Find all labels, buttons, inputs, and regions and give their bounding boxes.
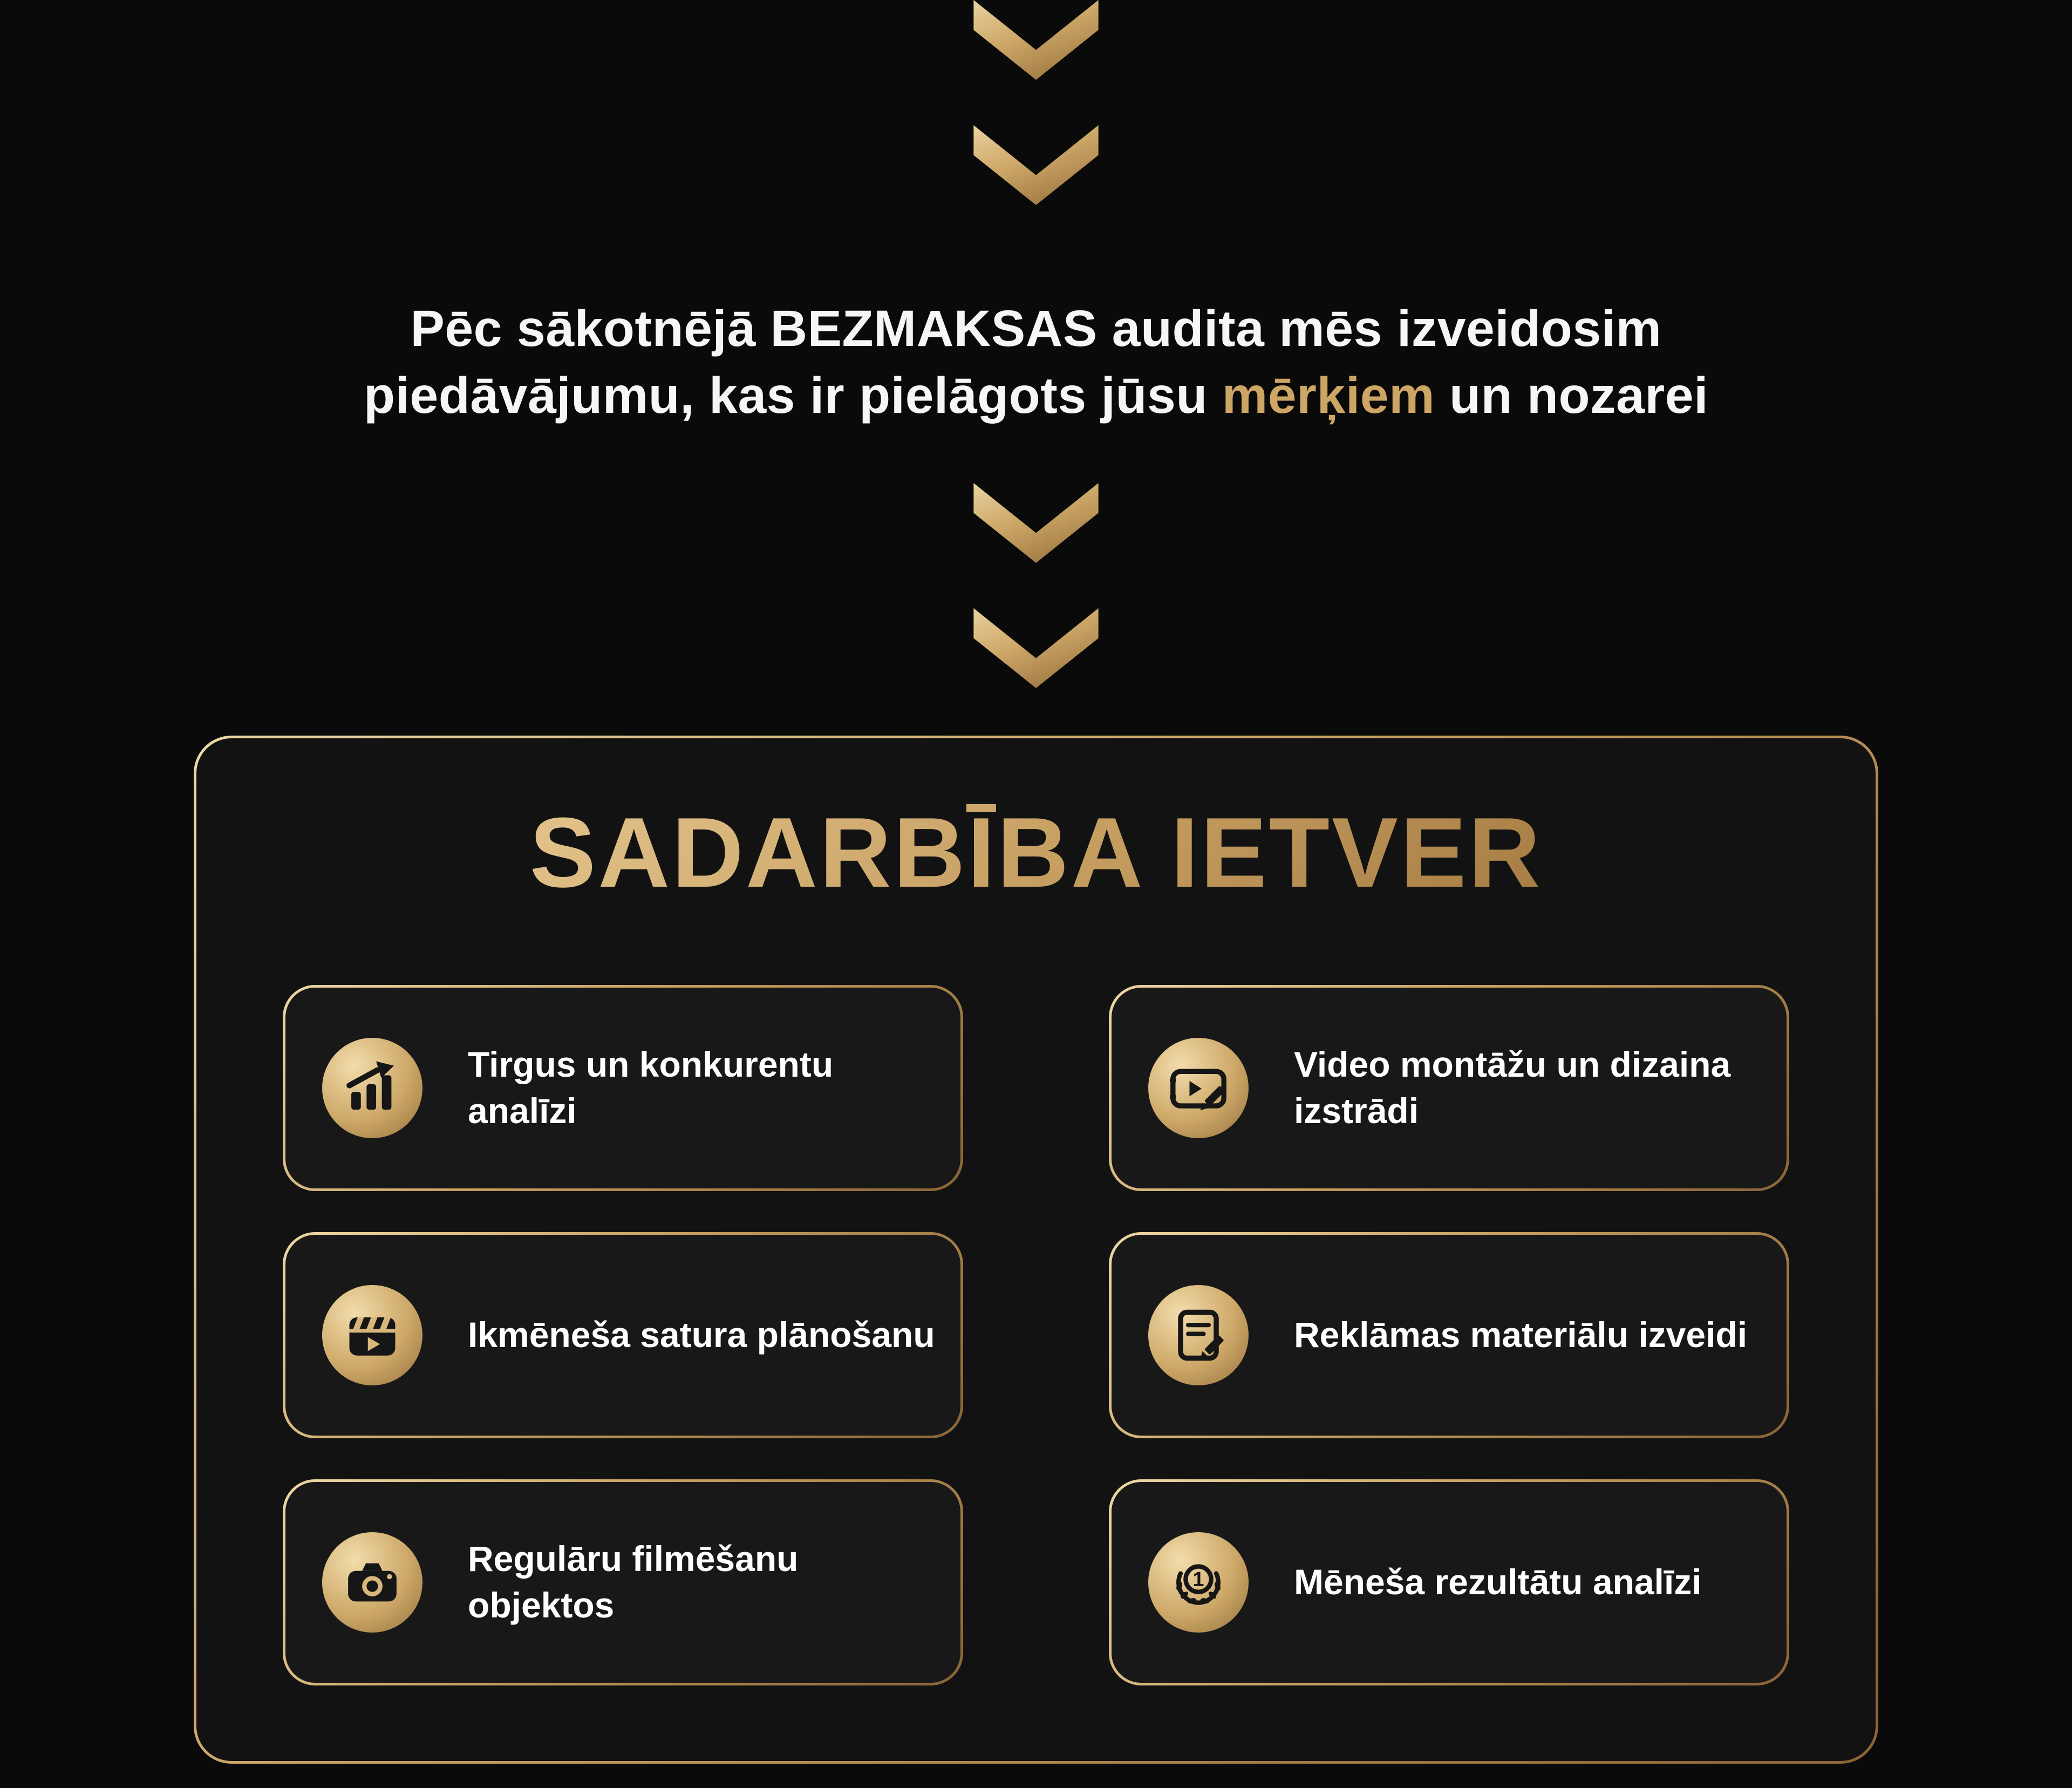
video-edit-icon: [1148, 1038, 1249, 1138]
feature-card-grid: [283, 985, 1789, 1685]
feature-card-label: Ikmēneša satura plānošanu: [468, 1315, 935, 1355]
feature-card-label: Regulāru filmēšanu objektos: [468, 1539, 799, 1625]
svg-text:1: 1: [1192, 1568, 1204, 1591]
medal-first-place-icon: [1148, 1532, 1249, 1633]
chevron-down-icon: [973, 608, 1099, 688]
intro-line2-post: un nozarei: [1435, 366, 1709, 424]
bar-chart-growth-icon: [322, 1038, 422, 1138]
feature-card-label: Mēneša rezultātu analīzi: [1294, 1562, 1702, 1602]
chevron-down-icon: [973, 125, 1099, 205]
feature-card: [283, 1479, 963, 1685]
feature-card-label: Tirgus un konkurentu analīzi: [468, 1044, 834, 1131]
intro-line1: Pēc sākotnējā BEZMAKSAS audita mēs izveidosim: [410, 300, 1662, 357]
feature-card: [1109, 1479, 1789, 1685]
document-edit-icon: [1148, 1285, 1249, 1385]
cooperation-section: [194, 736, 1878, 1764]
feature-card: [283, 1232, 963, 1438]
intro-text: [364, 296, 1708, 429]
cooperation-section-inner: [196, 738, 1876, 1761]
scroll-chevrons-middle: [973, 483, 1099, 688]
clapperboard-icon: [322, 1285, 422, 1385]
section-title: SADARBĪBA IETVER: [530, 795, 1543, 909]
feature-card: [1109, 1232, 1789, 1438]
feature-card-label: Reklāmas materiālu izveidi: [1294, 1315, 1748, 1355]
camera-icon: [322, 1532, 422, 1633]
chevron-down-icon: [973, 0, 1099, 80]
intro-line2-pre: piedāvājumu, kas ir pielāgots jūsu: [363, 366, 1222, 424]
feature-card: [283, 985, 963, 1191]
chevron-down-icon: [973, 483, 1099, 563]
feature-card: [1109, 985, 1789, 1191]
scroll-chevrons-top: [973, 0, 1099, 205]
intro-highlight: mērķiem: [1222, 366, 1435, 424]
feature-card-label: Video montāžu un dizaina izstrādi: [1294, 1044, 1731, 1131]
